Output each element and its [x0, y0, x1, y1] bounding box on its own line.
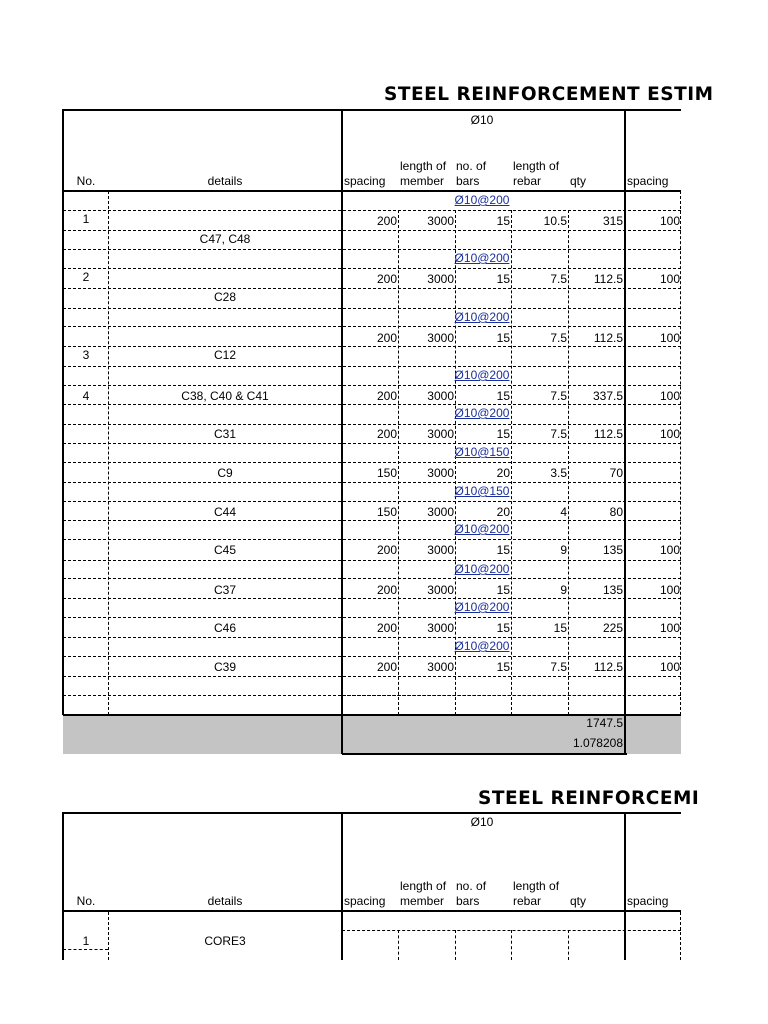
grid-line — [63, 520, 681, 521]
border-line — [63, 190, 681, 192]
spacing2-value: 100 — [659, 427, 680, 441]
spacing-value: 200 — [376, 621, 397, 635]
grid-line — [455, 930, 456, 960]
spacing-value: 200 — [376, 331, 397, 345]
row-details: C47, C48 — [199, 232, 251, 246]
grid-line — [511, 210, 512, 715]
bars-value: 20 — [496, 505, 510, 519]
spacing-value: 200 — [376, 660, 397, 674]
bars-value: 15 — [496, 272, 510, 286]
border-line — [342, 753, 627, 755]
length-member-value: 3000 — [427, 214, 454, 228]
spacing2-value: 100 — [659, 660, 680, 674]
col-spacing2-header: spacing — [627, 894, 669, 908]
col-qty-header: qty — [570, 894, 587, 908]
sheet-title-1: STEEL REINFORCEMENT ESTIM — [384, 84, 714, 105]
col-rebar-header: rebar — [513, 894, 542, 908]
group-header: Ø10 — [470, 815, 494, 829]
grid-line — [63, 482, 681, 483]
rebar-spec-link[interactable]: Ø10@200 — [454, 639, 510, 653]
grid-line — [108, 191, 109, 715]
length-member-value: 3000 — [427, 427, 454, 441]
grid-line — [398, 210, 399, 715]
spacing-value: 200 — [376, 427, 397, 441]
grid-line — [63, 462, 681, 463]
grid-line — [63, 617, 681, 618]
grid-line — [63, 366, 681, 367]
length-member-value: 3000 — [427, 272, 454, 286]
qty-value: 112.5 — [593, 331, 623, 345]
qty-value: 337.5 — [592, 389, 623, 403]
grid-line — [63, 560, 681, 561]
row-details: C39 — [213, 660, 237, 674]
col-bars-header: no. of — [456, 879, 487, 893]
grid-line — [63, 637, 681, 638]
length-member-value: 3000 — [427, 543, 454, 557]
border-line — [63, 812, 681, 814]
length-member-value: 3000 — [427, 505, 454, 519]
bars-value: 15 — [496, 331, 510, 345]
bars-value: 15 — [496, 543, 510, 557]
row-number: 3 — [82, 348, 90, 362]
border-line — [341, 109, 343, 754]
qty-value: 70 — [609, 466, 623, 480]
col-bars-header: bars — [456, 174, 480, 188]
bars-value: 15 — [496, 621, 510, 635]
grid-line — [63, 443, 681, 444]
rebar-length-value: 7.5 — [550, 660, 567, 674]
grid-line — [568, 930, 569, 960]
grid-line — [511, 930, 512, 960]
row-details: C12 — [213, 348, 237, 362]
spacing2-value: 100 — [659, 583, 680, 597]
row-details: C37 — [213, 583, 237, 597]
grid-line — [63, 578, 681, 579]
rebar-length-value: 7.5 — [550, 389, 567, 403]
spacing-value: 200 — [376, 389, 397, 403]
bars-value: 15 — [496, 660, 510, 674]
col-length-member-header: length of — [400, 159, 447, 173]
col-rebar-header: length of — [513, 159, 560, 173]
spacing-value: 200 — [376, 272, 397, 286]
col-no-header: No. — [76, 174, 96, 188]
bars-value: 15 — [496, 427, 510, 441]
grid-line — [63, 308, 681, 309]
row-details: C44 — [213, 505, 237, 519]
length-member-value: 3000 — [427, 466, 454, 480]
length-member-value: 3000 — [427, 621, 454, 635]
spacing-value: 200 — [376, 583, 397, 597]
estimate-table-2 — [0, 800, 681, 960]
row-details: C38, C40 & C41 — [181, 389, 269, 403]
rebar-length-value: 15 — [553, 621, 567, 635]
rebar-length-value: 10.5 — [543, 214, 567, 228]
rebar-length-value: 7.5 — [550, 331, 567, 345]
row-number: 4 — [82, 389, 90, 403]
grid-line — [63, 249, 681, 250]
group-header: Ø10 — [470, 113, 494, 127]
col-rebar-header: length of — [513, 879, 560, 893]
row-details: C46 — [213, 621, 237, 635]
col-rebar-header: rebar — [513, 174, 542, 188]
col-spacing-header: spacing — [344, 174, 386, 188]
length-member-value: 3000 — [427, 389, 454, 403]
col-details-header: details — [207, 894, 243, 908]
border-line — [62, 812, 64, 960]
rebar-spec-link[interactable]: Ø10@200 — [454, 562, 510, 576]
spacing-value: 150 — [376, 466, 397, 480]
grid-line — [680, 191, 681, 715]
rebar-length-value: 4 — [560, 505, 567, 519]
spacing2-value: 100 — [659, 389, 680, 403]
qty-value: 225 — [602, 621, 623, 635]
total-ratio: 1.078208 — [572, 736, 623, 750]
spacing2-value: 100 — [659, 272, 680, 286]
bars-value: 15 — [496, 214, 510, 228]
spacing2-value: 100 — [659, 543, 680, 557]
rebar-length-value: 9 — [560, 543, 567, 557]
qty-value: 112.5 — [593, 660, 623, 674]
spacing-value: 200 — [376, 543, 397, 557]
row-number: 1 — [82, 934, 90, 948]
rebar-length-value: 3.5 — [550, 466, 567, 480]
rebar-length-value: 7.5 — [550, 427, 567, 441]
rebar-length-value: 7.5 — [550, 272, 567, 286]
grid-line — [568, 210, 569, 715]
rebar-spec-link[interactable]: Ø10@200 — [454, 600, 510, 614]
grid-line — [63, 656, 681, 657]
col-length-member-header: member — [400, 894, 445, 908]
col-bars-header: no. of — [456, 159, 487, 173]
rebar-spec-link[interactable]: Ø10@200 — [454, 251, 510, 265]
col-spacing2-header: spacing — [627, 174, 669, 188]
col-bars-header: bars — [456, 894, 480, 908]
bars-value: 15 — [496, 389, 510, 403]
grid-line — [63, 501, 681, 502]
col-qty-header: qty — [570, 174, 587, 188]
grid-line — [63, 326, 681, 327]
grid-line — [63, 404, 681, 405]
grid-line — [63, 424, 681, 425]
grid-line — [63, 346, 681, 347]
border-line — [63, 910, 681, 912]
col-length-member-header: member — [400, 174, 445, 188]
spacing2-value: 100 — [659, 214, 680, 228]
border-line — [63, 109, 681, 111]
estimate-table-1 — [0, 100, 681, 760]
qty-value: 112.5 — [593, 427, 623, 441]
row-number: 2 — [82, 270, 90, 284]
total-qty: 1747.5 — [586, 716, 623, 730]
rebar-length-value: 9 — [560, 583, 567, 597]
rebar-spec-link[interactable]: Ø10@150 — [454, 484, 510, 498]
grid-line — [63, 268, 681, 269]
col-details-header: details — [207, 174, 243, 188]
rebar-spec-link[interactable]: Ø10@200 — [454, 522, 510, 536]
border-line — [62, 109, 64, 715]
sheet-title-2: STEEL REINFORCEMI — [478, 788, 700, 809]
spacing-value: 200 — [376, 214, 397, 228]
row-details: C28 — [213, 290, 237, 304]
border-line — [341, 812, 343, 960]
grid-line — [63, 288, 681, 289]
row-details: C31 — [213, 427, 237, 441]
qty-value: 112.5 — [593, 272, 623, 286]
length-member-value: 3000 — [427, 660, 454, 674]
length-member-value: 3000 — [427, 331, 454, 345]
row-details: CORE3 — [204, 934, 246, 948]
rebar-spec-link[interactable]: Ø10@200 — [454, 310, 510, 324]
grid-line — [398, 930, 399, 960]
length-member-value: 3000 — [427, 583, 454, 597]
qty-value: 315 — [602, 214, 623, 228]
spacing2-value: 100 — [659, 621, 680, 635]
grid-line — [108, 912, 109, 960]
row-number: 1 — [82, 212, 90, 226]
rebar-spec-link[interactable]: Ø10@200 — [454, 368, 510, 382]
rebar-spec-link[interactable]: Ø10@200 — [454, 193, 510, 207]
grid-line — [63, 949, 108, 950]
qty-value: 135 — [602, 583, 623, 597]
grid-line — [63, 539, 681, 540]
spacing-value: 150 — [376, 505, 397, 519]
bars-value: 20 — [496, 466, 510, 480]
spacing2-value: 100 — [659, 331, 680, 345]
grid-line — [680, 912, 681, 960]
grid-line — [63, 598, 681, 599]
col-spacing-header: spacing — [344, 894, 386, 908]
border-line — [624, 812, 626, 960]
rebar-spec-link[interactable]: Ø10@150 — [454, 445, 510, 459]
rebar-spec-link[interactable]: Ø10@200 — [454, 406, 510, 420]
grid-line — [63, 676, 681, 677]
col-length-member-header: length of — [400, 879, 447, 893]
qty-value: 135 — [602, 543, 623, 557]
grid-line — [63, 230, 681, 231]
grid-line — [63, 210, 681, 211]
bars-value: 15 — [496, 583, 510, 597]
row-details: C45 — [213, 543, 237, 557]
grid-line — [63, 385, 681, 386]
qty-value: 80 — [609, 505, 623, 519]
col-no-header: No. — [76, 894, 96, 908]
border-line — [624, 109, 626, 754]
row-details: C9 — [217, 466, 233, 480]
